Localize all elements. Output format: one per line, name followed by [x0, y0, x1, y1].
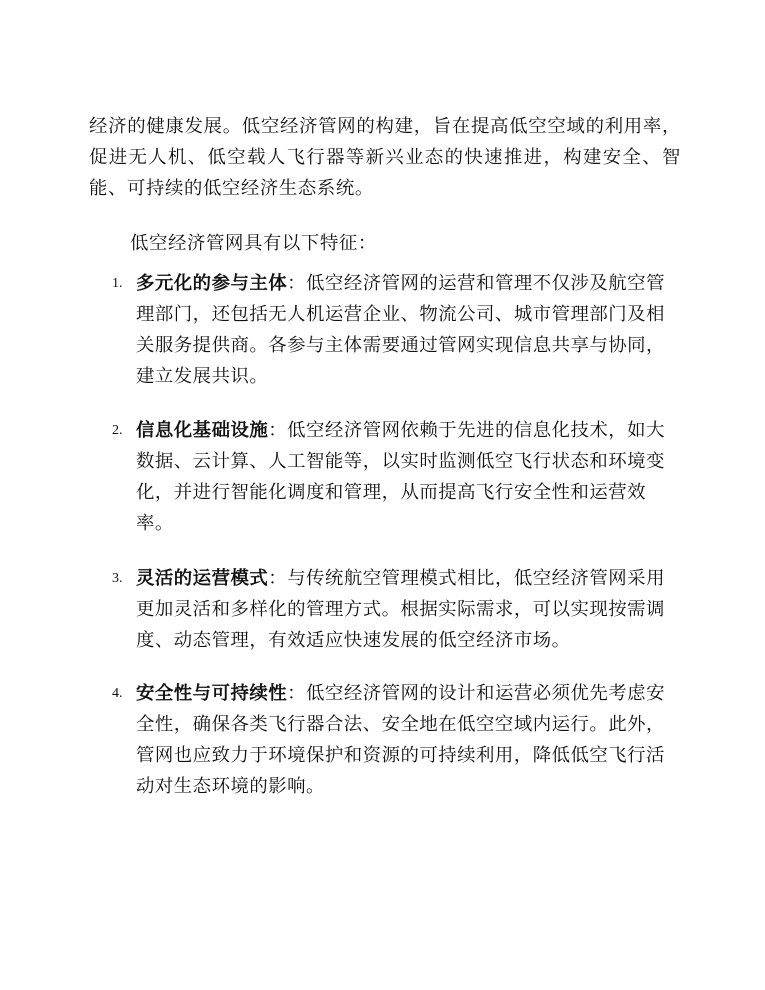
feature-term: 安全性与可持续性 [136, 683, 288, 704]
feature-term: 信息化基础设施 [136, 420, 269, 441]
feature-number: 1. [112, 276, 123, 291]
feature-term: 灵活的运营模式 [136, 568, 269, 589]
feature-description: ：低空经济管网的运营和管理不仅涉及航空管理部门，还包括无人机运营企业、物流公司、城市管理部门及相关服务提供商。各参与主体需要通过管网实现信息共享与协同，建立发展共识。 [136, 273, 665, 387]
feature-body [136, 563, 682, 656]
feature-description: ：低空经济管网依赖于先进的信息化技术，如大数据、云计算、人工智能等，以实时监测低空飞行状态和环境变化，并进行智能化调度和管理，从而提高飞行安全性和运营效率。 [136, 420, 665, 534]
feature-description: ：与传统航空管理模式相比，低空经济管网采用更加灵活和多样化的管理方式。根据实际需求，可以实现按需调度、动态管理，有效适应快速发展的低空经济市场。 [136, 568, 665, 651]
feature-body [136, 415, 682, 539]
feature-body [136, 268, 682, 392]
intro-paragraph: 经济的健康发展。低空经济管网的构建，旨在提高低空空域的利用率，促进无人机、低空载人飞行器等新兴业态的快速推进，构建安全、智能、可持续的低空经济生态系统。 [89, 116, 681, 199]
feature-term: 多元化的参与主体 [136, 273, 288, 294]
feature-number: 3. [112, 571, 123, 586]
feature-number: 4. [112, 686, 123, 701]
lead-sentence: 低空经济管网具有以下特征： [130, 233, 377, 254]
feature-number: 2. [112, 423, 123, 438]
feature-body [136, 678, 682, 802]
feature-description: ：低空经济管网的设计和运营必须优先考虑安全性，确保各类飞行器合法、安全地在低空空域内运行。此外，管网也应致力于环境保护和资源的可持续利用，降低低空飞行活动对生态环境的影响。 [136, 683, 665, 797]
